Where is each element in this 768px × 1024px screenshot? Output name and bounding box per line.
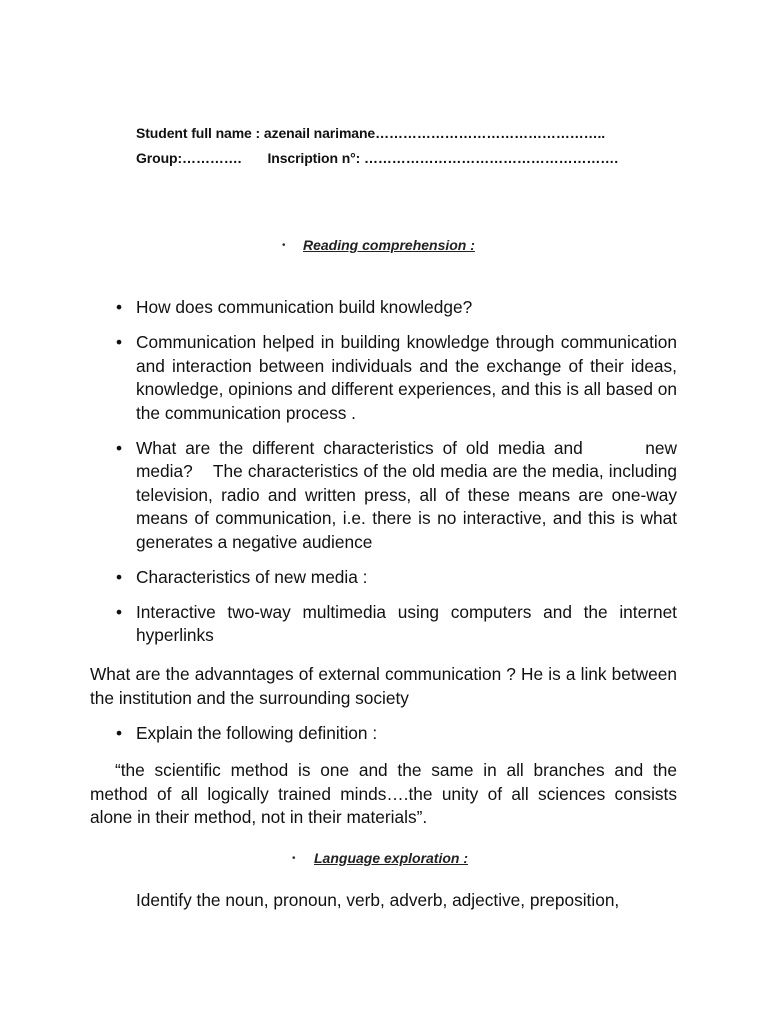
inscription-label: Inscription n°: ………………………………………………. — [267, 150, 618, 166]
list-item: • What are the different characteristics of old media and new media? The characteristics of the old media are the media, including television, radio and written press, all of these means are one-way means of communication, i.e. there is no interactive, and this is what generates a negative audience — [116, 437, 677, 555]
list-item: • Characteristics of new media : — [116, 566, 677, 590]
section-bullet-icon: • — [282, 240, 286, 251]
group-inscription-line — [136, 150, 618, 166]
student-name-line — [136, 125, 605, 141]
section-bullet-icon: • — [292, 853, 296, 864]
quote-paragraph: “the scientific method is one and the same in all branches and the method of all logically trained minds….the unity of all sciences consists alone in their method, not in their materials”. — [90, 760, 677, 827]
advantages-paragraph: What are the advanntages of external communication ? He is a link between the institution and the surrounding society — [90, 664, 677, 708]
student-name-text: Student full name : azenail narimane………………………………………….. — [136, 125, 606, 141]
list-item: • How does communication build knowledge? — [116, 296, 677, 320]
list-item: • Explain the following definition : — [116, 722, 677, 746]
list-item: • Interactive two-way multimedia using computers and the internet hyperlinks — [116, 601, 677, 648]
list-item: • Communication helped in building knowledge through communication and interaction between individuals and the exchange of their ideas, knowledge, opinions and different experiences, and this is all based on the communication process . — [116, 331, 677, 425]
group-label: Group:…………. — [136, 150, 242, 166]
reading-comprehension-heading: Reading comprehension : — [303, 237, 475, 253]
identify-paragraph: Identify the noun, pronoun, verb, adverb, adjective, preposition, — [136, 890, 620, 910]
reading-bullet-list — [116, 296, 677, 659]
explain-bullet-list — [116, 722, 677, 757]
language-exploration-heading: Language exploration : — [314, 850, 469, 866]
